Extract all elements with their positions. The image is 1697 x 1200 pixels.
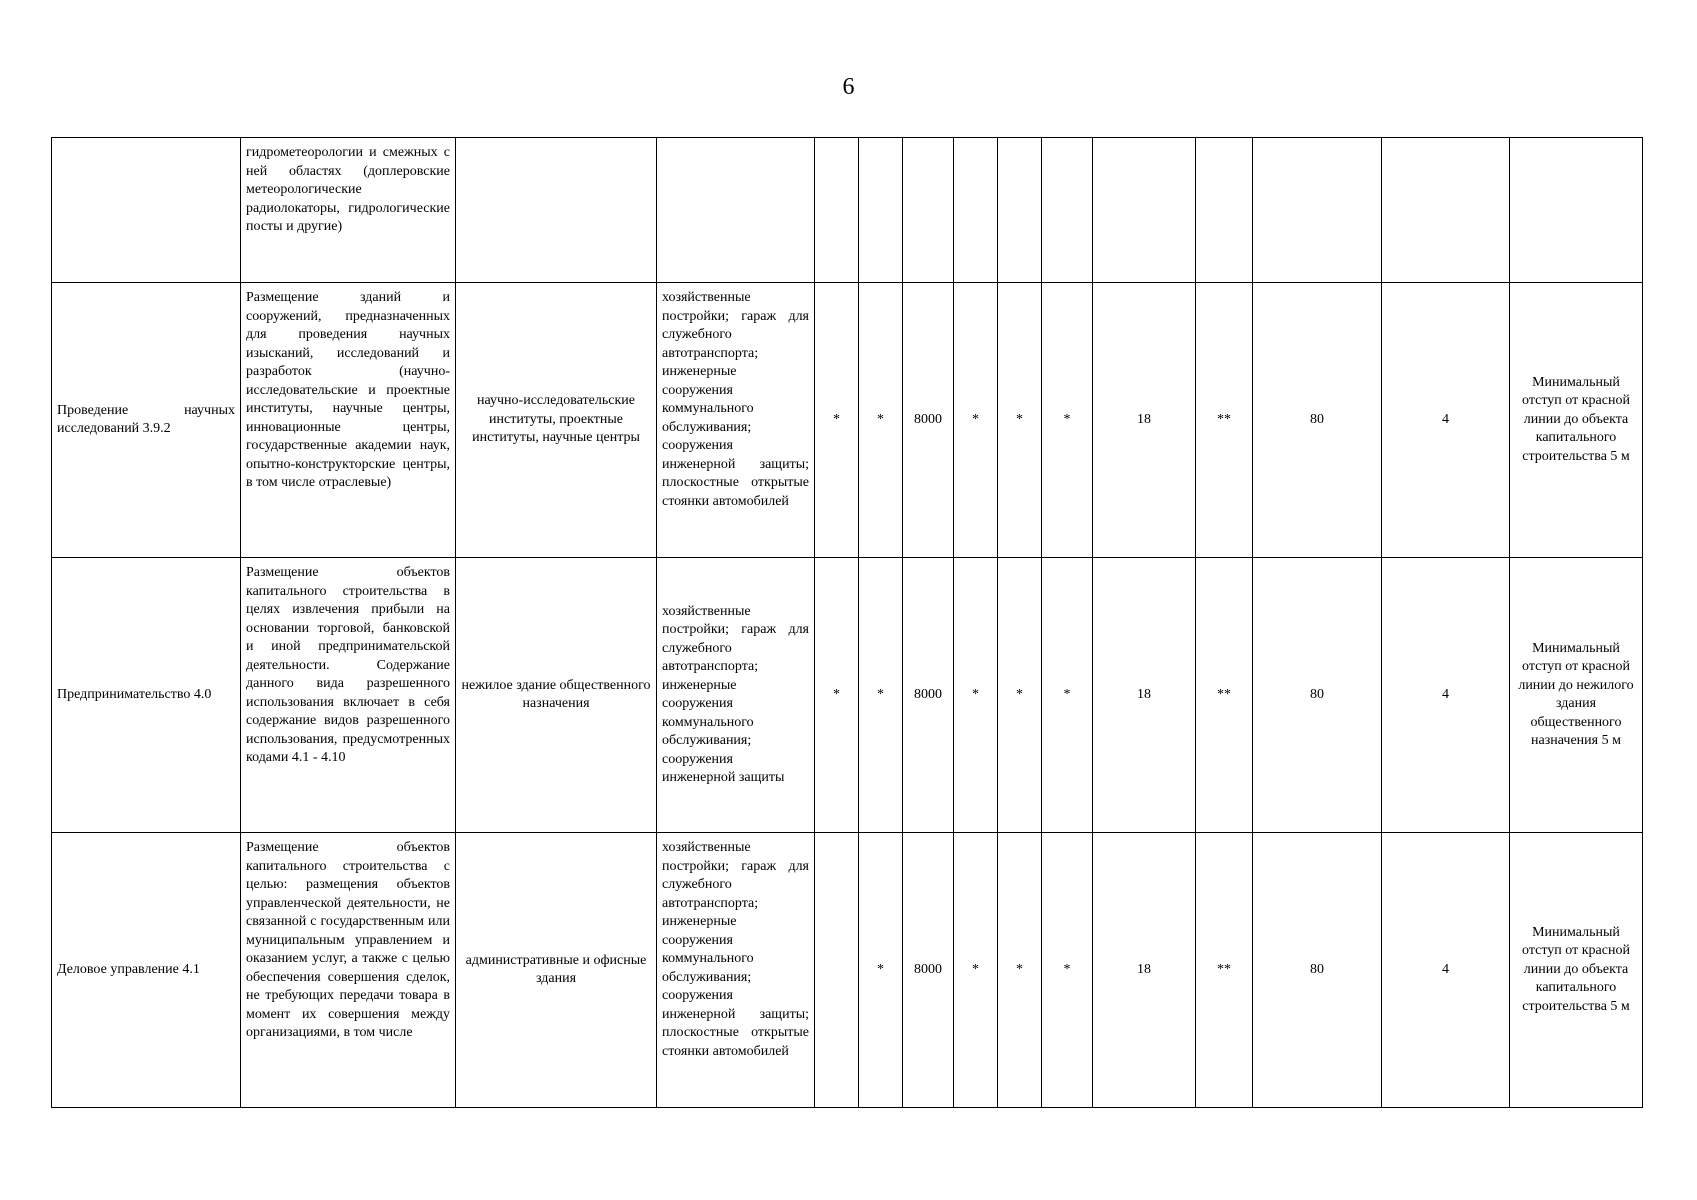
param-cell-6: * xyxy=(1042,833,1093,1108)
param-cell-8: ** xyxy=(1196,558,1253,833)
param-cell-9 xyxy=(1253,138,1382,283)
param-cell-5: * xyxy=(998,833,1042,1108)
param-cell-1: * xyxy=(815,558,859,833)
land-use-table xyxy=(51,137,1643,1108)
param-cell-9: 80 xyxy=(1253,833,1382,1108)
param-cell-9: 80 xyxy=(1253,283,1382,558)
param-cell-5: * xyxy=(998,283,1042,558)
use-name-cell xyxy=(52,138,241,283)
table-row xyxy=(52,138,1643,283)
param-cell-3: 8000 xyxy=(903,283,954,558)
param-cell-7 xyxy=(1093,138,1196,283)
note-cell: Минимальный отступ от красной линии до нежилого здания общественного назначения 5 м xyxy=(1510,558,1643,833)
param-cell-1 xyxy=(815,138,859,283)
description-cell: гидрометеорологии и смежных с ней областях (доплеровские метеорологические радиолокаторы, гидрологические посты и другие) xyxy=(241,138,456,283)
aux-objects-cell: хозяйственные постройки; гараж для служебного автотранспорта; инженерные сооружения коммунального обслуживания; сооружения инженерной защиты xyxy=(657,558,815,833)
table-row xyxy=(52,283,1643,558)
use-name-cell: Проведение научных исследований 3.9.2 xyxy=(52,283,241,558)
use-name-cell: Деловое управление 4.1 xyxy=(52,833,241,1108)
param-cell-7: 18 xyxy=(1093,558,1196,833)
param-cell-4: * xyxy=(954,558,998,833)
param-cell-9: 80 xyxy=(1253,558,1382,833)
param-cell-2 xyxy=(859,138,903,283)
description-cell: Размещение зданий и сооружений, предназначенных для проведения научных изысканий, исследований и разработок (научно-исследовательские и проектные институты, научные центры, инновационные центры, государственные академии наук, опытно-конструкторские центры, в том числе отраслевые) xyxy=(241,283,456,558)
page-number: 6 xyxy=(842,74,855,100)
param-cell-1: * xyxy=(815,283,859,558)
param-cell-1 xyxy=(815,833,859,1108)
note-cell: Минимальный отступ от красной линии до объекта капитального строительства 5 м xyxy=(1510,283,1643,558)
aux-objects-cell: хозяйственные постройки; гараж для служебного автотранспорта; инженерные сооружения коммунального обслуживания; сооружения инженерной защиты; плоскостные открытые стоянки автомобилей xyxy=(657,283,815,558)
main-objects-cell: научно-исследовательские институты, проектные институты, научные центры xyxy=(456,283,657,558)
param-cell-3 xyxy=(903,138,954,283)
note-cell xyxy=(1510,138,1643,283)
param-cell-5 xyxy=(998,138,1042,283)
use-name-cell: Предпринимательство 4.0 xyxy=(52,558,241,833)
description-cell: Размещение объектов капитального строительства в целях извлечения прибыли на основании торговой, банковской и иной предпринимательской деятельности. Содержание данного вида разрешенного использования включает в себя содержание видов разрешенного использования, предусмотренных кодами 4.1 - 4.10 xyxy=(241,558,456,833)
table-row xyxy=(52,833,1643,1108)
param-cell-2: * xyxy=(859,833,903,1108)
param-cell-10: 4 xyxy=(1382,558,1510,833)
param-cell-10 xyxy=(1382,138,1510,283)
param-cell-4 xyxy=(954,138,998,283)
param-cell-8: ** xyxy=(1196,833,1253,1108)
aux-objects-cell: хозяйственные постройки; гараж для служебного автотранспорта; инженерные сооружения коммунального обслуживания; сооружения инженерной защиты; плоскостные открытые стоянки автомобилей xyxy=(657,833,815,1108)
param-cell-5: * xyxy=(998,558,1042,833)
param-cell-8: ** xyxy=(1196,283,1253,558)
param-cell-3: 8000 xyxy=(903,833,954,1108)
main-objects-cell: административные и офисные здания xyxy=(456,833,657,1108)
param-cell-2: * xyxy=(859,283,903,558)
note-cell: Минимальный отступ от красной линии до объекта капитального строительства 5 м xyxy=(1510,833,1643,1108)
param-cell-6 xyxy=(1042,138,1093,283)
param-cell-6: * xyxy=(1042,558,1093,833)
description-cell: Размещение объектов капитального строительства с целью: размещения объектов управленческой деятельности, не связанной с государственным или муниципальным управлением и оказанием услуг, а также с целью обеспечения совершения сделок, не требующих передачи товара в момент их совершения между организациями, в том числе xyxy=(241,833,456,1108)
param-cell-7: 18 xyxy=(1093,283,1196,558)
param-cell-10: 4 xyxy=(1382,283,1510,558)
param-cell-4: * xyxy=(954,283,998,558)
param-cell-8 xyxy=(1196,138,1253,283)
param-cell-6: * xyxy=(1042,283,1093,558)
param-cell-10: 4 xyxy=(1382,833,1510,1108)
param-cell-2: * xyxy=(859,558,903,833)
main-objects-cell: нежилое здание общественного назначения xyxy=(456,558,657,833)
param-cell-3: 8000 xyxy=(903,558,954,833)
aux-objects-cell xyxy=(657,138,815,283)
main-objects-cell xyxy=(456,138,657,283)
table-row xyxy=(52,558,1643,833)
param-cell-7: 18 xyxy=(1093,833,1196,1108)
param-cell-4: * xyxy=(954,833,998,1108)
